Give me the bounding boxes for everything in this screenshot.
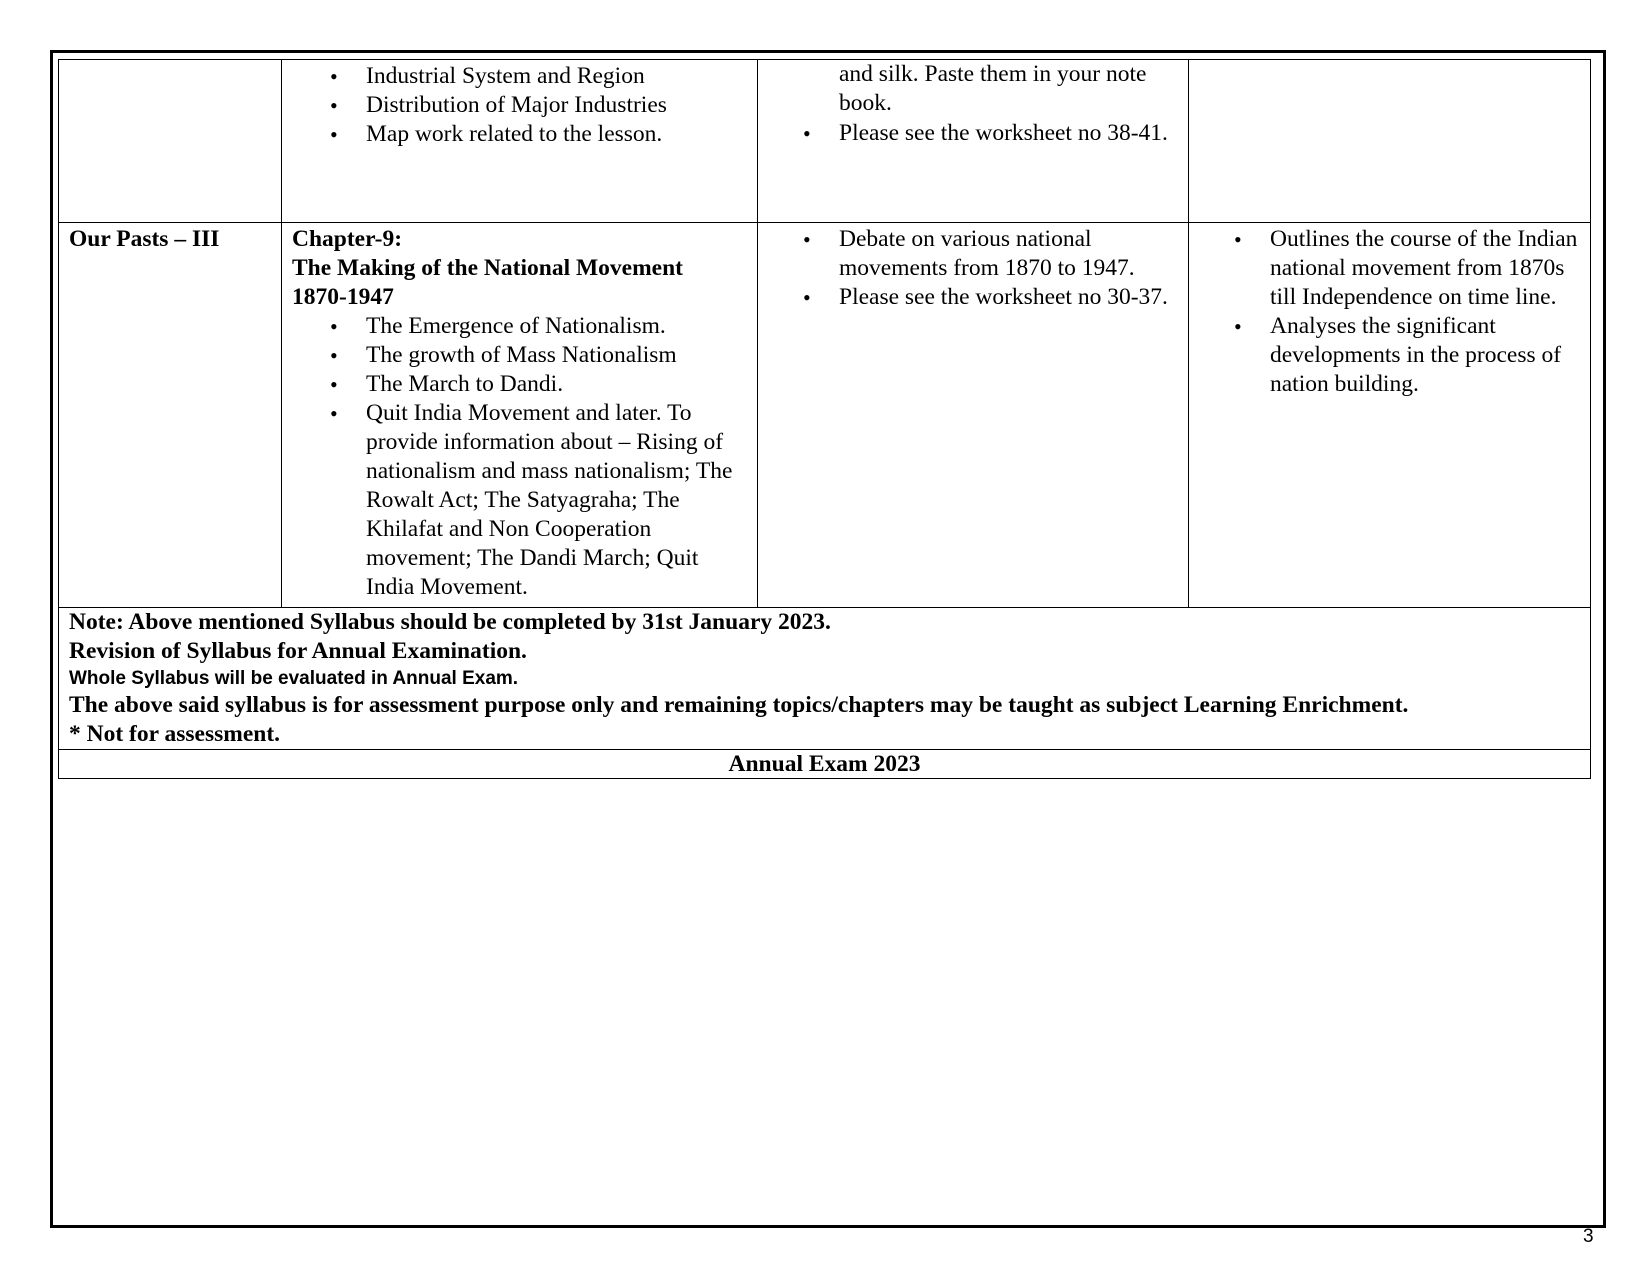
activities-list (768, 118, 1178, 149)
notes-cell (59, 608, 1591, 750)
activities-cell (758, 60, 1189, 223)
activities-list (768, 225, 1178, 312)
note-assessment: The above said syllabus is for assessment purpose only and remaining topics/chapters may be taught as subject Learning Enrichment. (69, 692, 1409, 718)
annual-exam-heading: Annual Exam 2023 (59, 750, 1591, 779)
list-item: • The Emergence of Nationalism. (366, 312, 747, 341)
outcomes-cell (1189, 60, 1591, 223)
activities-cell (758, 223, 1189, 608)
list-item: • Outlines the course of the Indian national movement from 1870s till Independence on time line. (1270, 225, 1580, 312)
list-item: • Industrial System and Region (366, 62, 747, 91)
list-item: • The growth of Mass Nationalism (366, 341, 747, 370)
topics-list (292, 312, 747, 602)
list-item: • Debate on various national movements from 1870 to 1947. (839, 225, 1178, 283)
list-item: • Please see the worksheet no 30-37. (839, 283, 1178, 312)
chapter-title: The Making of the National Movement 1870-1947 (292, 255, 683, 310)
list-item: • The March to Dandi. (366, 370, 747, 399)
note-revision: Revision of Syllabus for Annual Examination. (69, 638, 527, 664)
subject-cell (59, 60, 282, 223)
page-number: 3 (1583, 1226, 1594, 1247)
table-row (59, 60, 1591, 223)
continued-text: and silk. Paste them in your note book. (839, 61, 1147, 116)
list-item: • Analyses the significant developments in the process of nation building. (1270, 312, 1580, 399)
topics-cell (282, 223, 758, 608)
outcomes-cell (1189, 223, 1591, 608)
notes-row (59, 608, 1591, 750)
list-item: • Please see the worksheet no 38-41. (839, 118, 1178, 149)
outcomes-list (1199, 225, 1580, 399)
topics-cell (282, 60, 758, 223)
note-not-for-assessment: * Not for assessment. (69, 721, 281, 747)
list-item: • Map work related to the lesson. (366, 120, 747, 149)
list-item: • Distribution of Major Industries (366, 91, 747, 120)
subject-cell: Our Pasts – III (59, 223, 282, 608)
list-item: • Quit India Movement and later. To provide information about – Rising of nationalism and mass nationalism; The Rowalt Act; The Satyagraha; The Khilafat and Non Cooperation movement; The Dandi March; Quit India Movement. (366, 399, 747, 602)
exam-row (59, 750, 1591, 779)
syllabus-table (58, 59, 1591, 779)
topics-list (292, 62, 747, 149)
chapter-label: Chapter-9: (292, 226, 403, 252)
note-whole-syllabus: Whole Syllabus will be evaluated in Annual Exam. (69, 668, 519, 689)
note-completion: Note: Above mentioned Syllabus should be completed by 31st January 2023. (69, 609, 831, 635)
table-row (59, 223, 1591, 608)
